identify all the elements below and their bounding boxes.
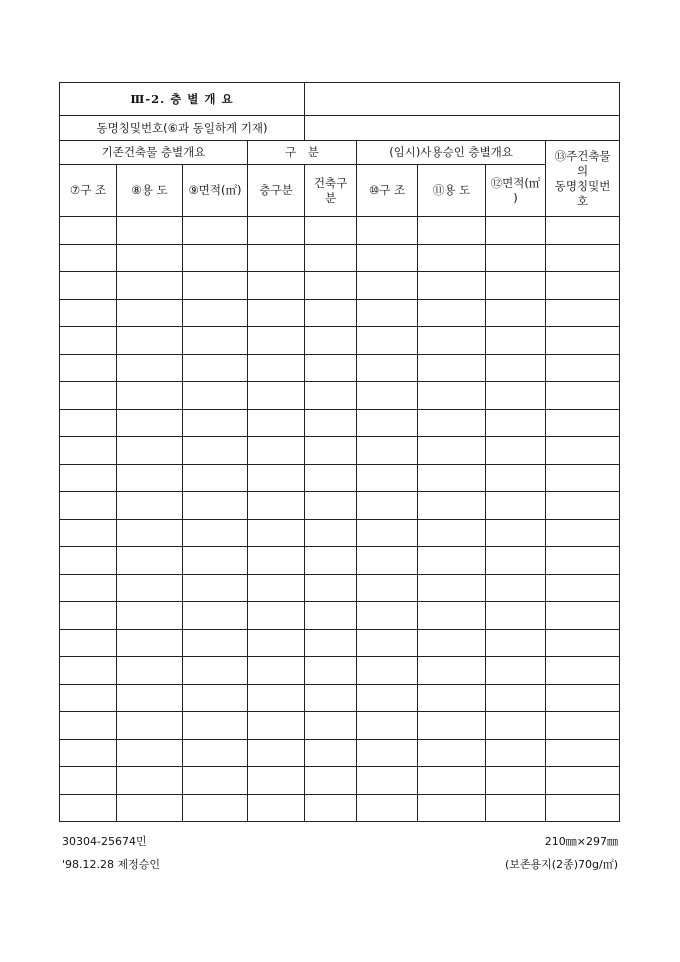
table-cell[interactable]	[418, 299, 486, 327]
table-cell[interactable]	[418, 327, 486, 355]
table-cell[interactable]	[357, 574, 418, 602]
table-cell[interactable]	[486, 794, 546, 822]
table-cell[interactable]	[60, 684, 117, 712]
table-cell[interactable]	[117, 657, 183, 685]
table-cell[interactable]	[486, 739, 546, 767]
table-cell[interactable]	[305, 767, 357, 795]
table-cell[interactable]	[248, 409, 305, 437]
table-cell[interactable]	[183, 794, 248, 822]
table-cell[interactable]	[418, 519, 486, 547]
table-cell[interactable]	[486, 354, 546, 382]
building-name-label: 동명칭및번호(⑥과 동일하게 기재)	[60, 116, 305, 141]
table-cell[interactable]	[305, 327, 357, 355]
table-cell[interactable]	[305, 244, 357, 272]
table-cell[interactable]	[546, 299, 620, 327]
col-use-existing: ⑧용 도	[117, 165, 183, 217]
table-row	[60, 299, 620, 327]
table-cell[interactable]	[117, 739, 183, 767]
table-cell[interactable]	[117, 437, 183, 465]
table-cell[interactable]	[357, 437, 418, 465]
table-cell[interactable]	[418, 767, 486, 795]
table-cell[interactable]	[418, 629, 486, 657]
table-cell[interactable]	[60, 712, 117, 740]
table-cell[interactable]	[305, 739, 357, 767]
table-cell[interactable]	[60, 602, 117, 630]
table-cell[interactable]	[305, 547, 357, 575]
table-cell[interactable]	[418, 409, 486, 437]
paper-type: (보존용지(2종)70g/㎡)	[505, 858, 618, 871]
table-cell[interactable]	[305, 794, 357, 822]
table-cell[interactable]	[60, 244, 117, 272]
table-cell[interactable]	[486, 657, 546, 685]
table-cell[interactable]	[60, 547, 117, 575]
table-cell[interactable]	[248, 299, 305, 327]
table-cell[interactable]	[305, 712, 357, 740]
table-row	[60, 657, 620, 685]
table-cell[interactable]	[546, 519, 620, 547]
table-cell[interactable]	[117, 327, 183, 355]
table-cell[interactable]	[418, 547, 486, 575]
table-cell[interactable]	[546, 382, 620, 410]
table-cell[interactable]	[248, 382, 305, 410]
table-cell[interactable]	[305, 354, 357, 382]
table-cell[interactable]	[248, 767, 305, 795]
table-cell[interactable]	[117, 602, 183, 630]
table-cell[interactable]	[60, 519, 117, 547]
table-cell[interactable]	[357, 684, 418, 712]
table-cell[interactable]	[305, 657, 357, 685]
table-cell[interactable]	[486, 464, 546, 492]
table-cell[interactable]	[248, 437, 305, 465]
table-row	[60, 354, 620, 382]
table-cell[interactable]	[183, 382, 248, 410]
table-row	[60, 739, 620, 767]
table-cell[interactable]	[183, 354, 248, 382]
table-cell[interactable]	[486, 684, 546, 712]
table-cell[interactable]	[117, 712, 183, 740]
table-cell[interactable]	[248, 684, 305, 712]
paper-size: 210㎜×297㎜	[544, 835, 618, 848]
table-cell[interactable]	[117, 519, 183, 547]
table-cell[interactable]	[486, 629, 546, 657]
table-cell[interactable]	[305, 602, 357, 630]
table-cell[interactable]	[117, 547, 183, 575]
title-blank-cell[interactable]	[305, 83, 620, 116]
table-cell[interactable]	[60, 327, 117, 355]
main-building-name-header: ⑬주건축물 의 동명칭및번 호	[546, 141, 620, 217]
table-cell[interactable]	[248, 327, 305, 355]
table-cell[interactable]	[183, 629, 248, 657]
table-cell[interactable]	[546, 629, 620, 657]
table-cell[interactable]	[486, 409, 546, 437]
table-row	[60, 272, 620, 300]
table-cell[interactable]	[60, 217, 117, 245]
table-cell[interactable]	[305, 272, 357, 300]
table-row	[60, 382, 620, 410]
table-cell[interactable]	[546, 657, 620, 685]
table-cell[interactable]	[60, 767, 117, 795]
table-cell[interactable]	[546, 272, 620, 300]
table-cell[interactable]	[305, 684, 357, 712]
table-cell[interactable]	[418, 244, 486, 272]
table-row	[60, 547, 620, 575]
table-cell[interactable]	[248, 657, 305, 685]
table-cell[interactable]	[486, 602, 546, 630]
table-cell[interactable]	[60, 299, 117, 327]
table-cell[interactable]	[248, 464, 305, 492]
table-cell[interactable]	[418, 492, 486, 520]
table-row	[60, 574, 620, 602]
table-cell[interactable]	[117, 574, 183, 602]
table-cell[interactable]	[117, 382, 183, 410]
table-cell[interactable]	[183, 464, 248, 492]
table-row	[60, 794, 620, 822]
table-cell[interactable]	[60, 382, 117, 410]
table-cell[interactable]	[418, 382, 486, 410]
table-cell[interactable]	[486, 767, 546, 795]
table-cell[interactable]	[60, 739, 117, 767]
col-floor-division: 층구분	[248, 165, 305, 217]
table-cell[interactable]	[546, 244, 620, 272]
table-cell[interactable]	[486, 547, 546, 575]
table-row	[60, 519, 620, 547]
table-cell[interactable]	[418, 437, 486, 465]
table-cell[interactable]	[357, 244, 418, 272]
table-cell[interactable]	[546, 492, 620, 520]
table-cell[interactable]	[305, 409, 357, 437]
table-cell[interactable]	[546, 602, 620, 630]
table-cell[interactable]	[183, 327, 248, 355]
table-cell[interactable]	[117, 629, 183, 657]
table-cell[interactable]	[486, 437, 546, 465]
table-cell[interactable]	[117, 354, 183, 382]
table-row	[60, 437, 620, 465]
existing-building-header: 기존건축물 층별개요	[60, 141, 248, 165]
approval-header: (임시)사용승인 층별개요	[357, 141, 546, 165]
table-cell[interactable]	[546, 684, 620, 712]
table-cell[interactable]	[248, 492, 305, 520]
table-cell[interactable]	[117, 409, 183, 437]
table-cell[interactable]	[486, 244, 546, 272]
table-cell[interactable]	[117, 794, 183, 822]
table-cell[interactable]	[305, 437, 357, 465]
table-cell[interactable]	[418, 739, 486, 767]
table-cell[interactable]	[183, 519, 248, 547]
table-cell[interactable]	[117, 272, 183, 300]
division-header: 구 분	[248, 141, 357, 165]
table-cell[interactable]	[60, 794, 117, 822]
table-cell[interactable]	[546, 574, 620, 602]
table-cell[interactable]	[357, 492, 418, 520]
table-cell[interactable]	[418, 217, 486, 245]
table-cell[interactable]	[546, 767, 620, 795]
floor-overview-table	[59, 82, 620, 822]
table-cell[interactable]	[418, 464, 486, 492]
table-cell[interactable]	[248, 217, 305, 245]
table-cell[interactable]	[60, 574, 117, 602]
table-cell[interactable]	[546, 547, 620, 575]
table-cell[interactable]	[117, 492, 183, 520]
table-cell[interactable]	[418, 354, 486, 382]
table-row	[60, 712, 620, 740]
table-cell[interactable]	[183, 272, 248, 300]
section-title: Ⅲ-2. 층 별 개 요	[60, 83, 305, 116]
table-cell[interactable]	[183, 602, 248, 630]
table-cell[interactable]	[546, 712, 620, 740]
table-cell[interactable]	[357, 767, 418, 795]
table-cell[interactable]	[418, 794, 486, 822]
table-row	[60, 217, 620, 245]
table-cell[interactable]	[546, 437, 620, 465]
table-cell[interactable]	[305, 217, 357, 245]
table-cell[interactable]	[117, 299, 183, 327]
table-cell[interactable]	[60, 272, 117, 300]
table-cell[interactable]	[248, 574, 305, 602]
table-cell[interactable]	[248, 794, 305, 822]
table-cell[interactable]	[248, 602, 305, 630]
table-cell[interactable]	[357, 739, 418, 767]
table-cell[interactable]	[117, 217, 183, 245]
table-cell[interactable]	[248, 739, 305, 767]
table-cell[interactable]	[486, 574, 546, 602]
table-row	[60, 409, 620, 437]
table-cell[interactable]	[486, 382, 546, 410]
col-area-existing: ⑨면적(㎡)	[183, 165, 248, 217]
table-cell[interactable]	[248, 519, 305, 547]
table-cell[interactable]	[60, 629, 117, 657]
form-number: 30304-25674민	[62, 835, 147, 848]
table-cell[interactable]	[486, 272, 546, 300]
table-cell[interactable]	[546, 794, 620, 822]
table-cell[interactable]	[418, 574, 486, 602]
table-cell[interactable]	[248, 629, 305, 657]
table-cell[interactable]	[183, 712, 248, 740]
table-cell[interactable]	[183, 492, 248, 520]
table-cell[interactable]	[418, 712, 486, 740]
table-cell[interactable]	[546, 217, 620, 245]
table-row	[60, 327, 620, 355]
table-cell[interactable]	[486, 217, 546, 245]
table-cell[interactable]	[117, 244, 183, 272]
approval-date: '98.12.28 제정승인	[62, 858, 161, 871]
table-cell[interactable]	[357, 712, 418, 740]
table-cell[interactable]	[183, 409, 248, 437]
table-cell[interactable]	[357, 602, 418, 630]
table-cell[interactable]	[305, 574, 357, 602]
table-cell[interactable]	[418, 657, 486, 685]
col-structure-existing: ⑦구 조	[60, 165, 117, 217]
table-cell[interactable]	[183, 574, 248, 602]
table-cell[interactable]	[117, 767, 183, 795]
table-cell[interactable]	[183, 767, 248, 795]
table-row	[60, 684, 620, 712]
table-cell[interactable]	[60, 657, 117, 685]
table-cell[interactable]	[60, 409, 117, 437]
table-cell[interactable]	[183, 299, 248, 327]
table-cell[interactable]	[486, 492, 546, 520]
table-cell[interactable]	[183, 739, 248, 767]
table-cell[interactable]	[357, 547, 418, 575]
table-cell[interactable]	[248, 272, 305, 300]
table-cell[interactable]	[305, 629, 357, 657]
table-cell[interactable]	[357, 409, 418, 437]
table-cell[interactable]	[60, 437, 117, 465]
table-cell[interactable]	[546, 739, 620, 767]
table-cell[interactable]	[305, 492, 357, 520]
table-cell[interactable]	[357, 299, 418, 327]
table-cell[interactable]	[248, 547, 305, 575]
table-cell[interactable]	[357, 217, 418, 245]
table-row	[60, 492, 620, 520]
table-row	[60, 244, 620, 272]
table-row	[60, 629, 620, 657]
table-cell[interactable]	[248, 712, 305, 740]
table-cell[interactable]	[357, 519, 418, 547]
table-cell[interactable]	[546, 327, 620, 355]
table-cell[interactable]	[357, 657, 418, 685]
table-cell[interactable]	[357, 382, 418, 410]
table-cell[interactable]	[305, 519, 357, 547]
table-cell[interactable]	[60, 464, 117, 492]
table-cell[interactable]	[248, 244, 305, 272]
col-building-division: 건축구 분	[305, 165, 357, 217]
table-cell[interactable]	[183, 657, 248, 685]
table-cell[interactable]	[305, 299, 357, 327]
col-structure-approval: ⑩구 조	[357, 165, 418, 217]
table-row	[60, 464, 620, 492]
table-cell[interactable]	[546, 409, 620, 437]
table-cell[interactable]	[486, 327, 546, 355]
col-area-approval: ⑫면적(㎡ )	[486, 165, 546, 217]
table-cell[interactable]	[183, 244, 248, 272]
table-cell[interactable]	[357, 794, 418, 822]
table-cell[interactable]	[357, 327, 418, 355]
table-cell[interactable]	[546, 464, 620, 492]
table-cell[interactable]	[60, 354, 117, 382]
table-cell[interactable]	[418, 684, 486, 712]
building-name-field[interactable]	[305, 116, 620, 141]
table-row	[60, 767, 620, 795]
table-cell[interactable]	[357, 464, 418, 492]
table-cell[interactable]	[117, 464, 183, 492]
table-cell[interactable]	[546, 354, 620, 382]
table-cell[interactable]	[486, 712, 546, 740]
table-cell[interactable]	[486, 299, 546, 327]
table-cell[interactable]	[305, 382, 357, 410]
table-cell[interactable]	[357, 629, 418, 657]
table-cell[interactable]	[486, 519, 546, 547]
table-cell[interactable]	[248, 354, 305, 382]
table-cell[interactable]	[183, 547, 248, 575]
col-use-approval: ⑪용 도	[418, 165, 486, 217]
table-cell[interactable]	[305, 464, 357, 492]
table-cell[interactable]	[183, 684, 248, 712]
table-cell[interactable]	[117, 684, 183, 712]
table-cell[interactable]	[357, 354, 418, 382]
table-cell[interactable]	[183, 437, 248, 465]
table-cell[interactable]	[60, 492, 117, 520]
table-cell[interactable]	[418, 272, 486, 300]
table-cell[interactable]	[183, 217, 248, 245]
table-cell[interactable]	[357, 272, 418, 300]
table-cell[interactable]	[418, 602, 486, 630]
table-row	[60, 602, 620, 630]
